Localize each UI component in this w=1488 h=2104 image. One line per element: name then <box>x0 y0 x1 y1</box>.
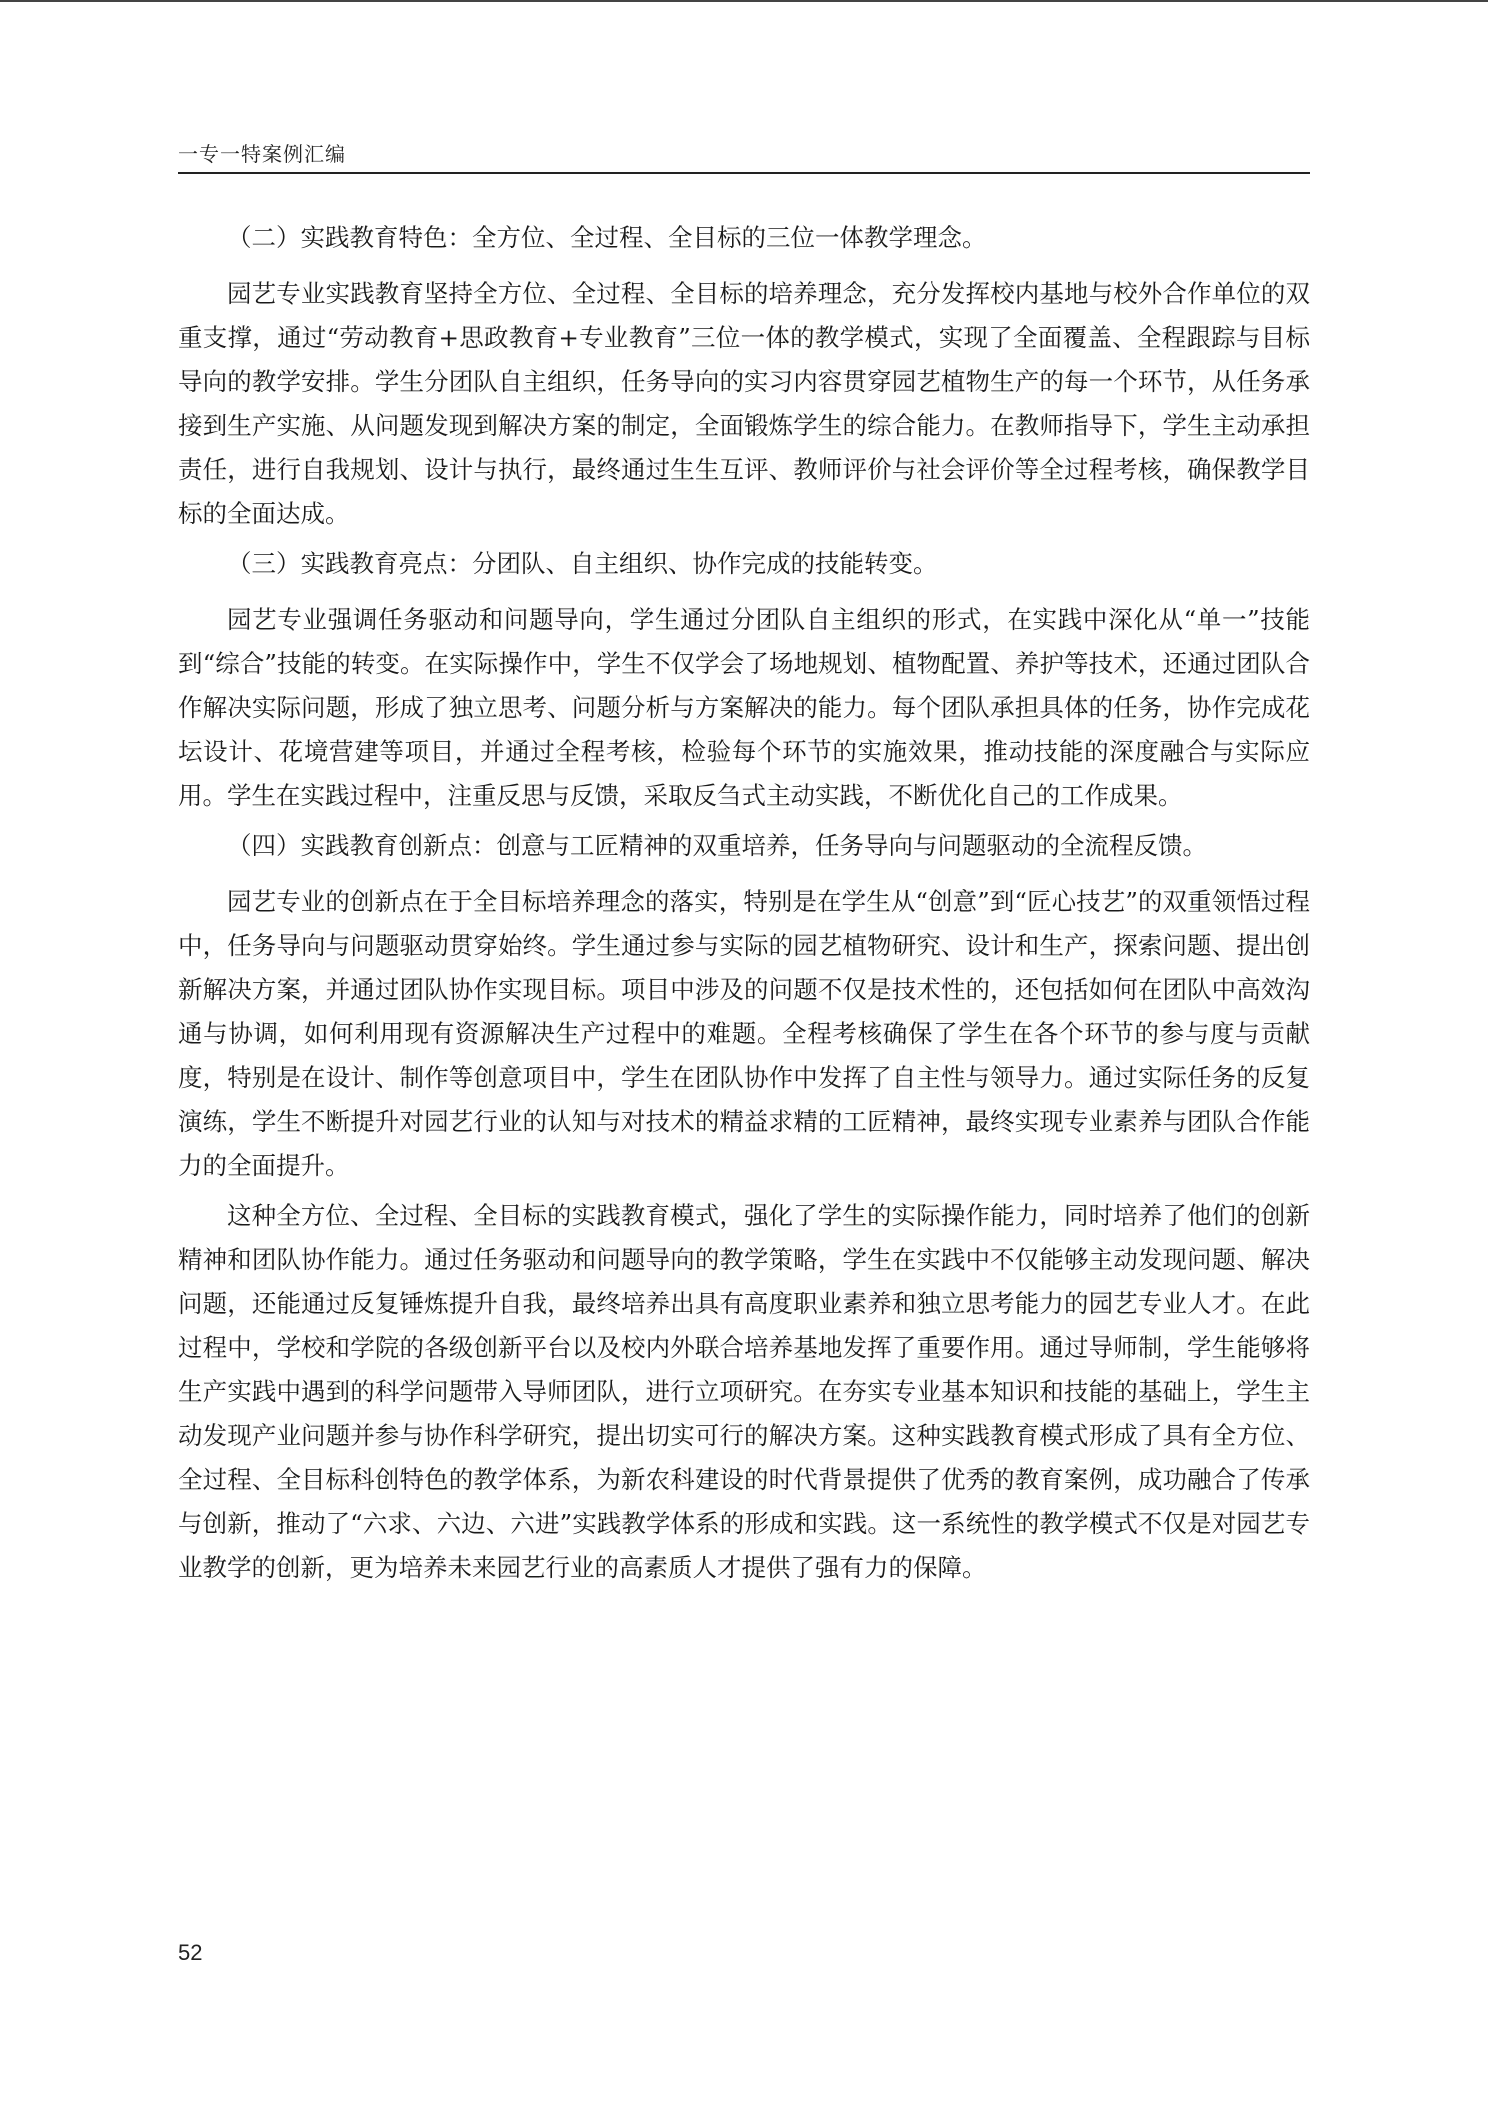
header-rule <box>178 172 1310 174</box>
running-head: 一专一特案例汇编 <box>178 142 346 166</box>
body-paragraph: 园艺专业强调任务驱动和问题导向，学生通过分团队自主组织的形式，在实践中深化从“单一”技能到“综合”技能的转变。在实际操作中，学生不仅学会了场地规划、植物配置、养护等技术，还通过团队合作解决实际问题，形成了独立思考、问题分析与方案解决的能力。每个团队承担具体的任务，协作完成花坛设计、花境营建等项目，并通过全程考核，检验每个环节的实施效果，推动技能的深度融合与实际应用。学生在实践过程中，注重反思与反馈，采取反刍式主动实践，不断优化自己的工作成果。 <box>178 605 1310 810</box>
section-heading-2: （二）实践教育特色：全方位、全过程、全目标的三位一体教学理念。 <box>227 223 987 252</box>
document-body <box>178 212 1310 1596</box>
section-heading-3: （三）实践教育亮点：分团队、自主组织、协作完成的技能转变。 <box>227 549 938 578</box>
body-paragraph: 园艺专业的创新点在于全目标培养理念的落实，特别是在学生从“创意”到“匠心技艺”的双重领悟过程中，任务导向与问题驱动贯穿始终。学生通过参与实际的园艺植物研究、设计和生产，探索问题、提出创新解决方案，并通过团队协作实现目标。项目中涉及的问题不仅是技术性的，还包括如何在团队中高效沟通与协调，如何利用现有资源解决生产过程中的难题。全程考核确保了学生在各个环节的参与度与贡献度，特别是在设计、制作等创意项目中，学生在团队协作中发挥了自主性与领导力。通过实际任务的反复演练，学生不断提升对园艺行业的认知与对技术的精益求精的工匠精神，最终实现专业素养与团队合作能力的全面提升。 <box>178 887 1310 1180</box>
page-number: 52 <box>178 1940 203 1965</box>
body-paragraph: 这种全方位、全过程、全目标的实践教育模式，强化了学生的实际操作能力，同时培养了他们的创新精神和团队协作能力。通过任务驱动和问题导向的教学策略，学生在实践中不仅能够主动发现问题、解决问题，还能通过反复锤炼提升自我，最终培养出具有高度职业素养和独立思考能力的园艺专业人才。在此过程中，学校和学院的各级创新平台以及校内外联合培养基地发挥了重要作用。通过导师制，学生能够将生产实践中遇到的科学问题带入导师团队，进行立项研究。在夯实专业基本知识和技能的基础上，学生主动发现产业问题并参与协作科学研究，提出切实可行的解决方案。这种实践教育模式形成了具有全方位、全过程、全目标科创特色的教学体系，为新农科建设的时代背景提供了优秀的教育案例，成功融合了传承与创新，推动了“六求、六边、六进”实践教学体系的形成和实践。这一系统性的教学模式不仅是对园艺专业教学的创新，更为培养未来园艺行业的高素质人才提供了强有力的保障。 <box>178 1201 1310 1582</box>
page-top-rule <box>0 0 1488 2</box>
body-paragraph: 园艺专业实践教育坚持全方位、全过程、全目标的培养理念，充分发挥校内基地与校外合作单位的双重支撑，通过“劳动教育+思政教育+专业教育”三位一体的教学模式，实现了全面覆盖、全程跟踪与目标导向的教学安排。学生分团队自主组织，任务导向的实习内容贯穿园艺植物生产的每一个环节，从任务承接到生产实施、从问题发现到解决方案的制定，全面锻炼学生的综合能力。在教师指导下，学生主动承担责任，进行自我规划、设计与执行，最终通过生生互评、教师评价与社会评价等全过程考核，确保教学目标的全面达成。 <box>178 279 1310 528</box>
section-heading-4: （四）实践教育创新点：创意与工匠精神的双重培养，任务导向与问题驱动的全流程反馈。 <box>227 831 1207 860</box>
